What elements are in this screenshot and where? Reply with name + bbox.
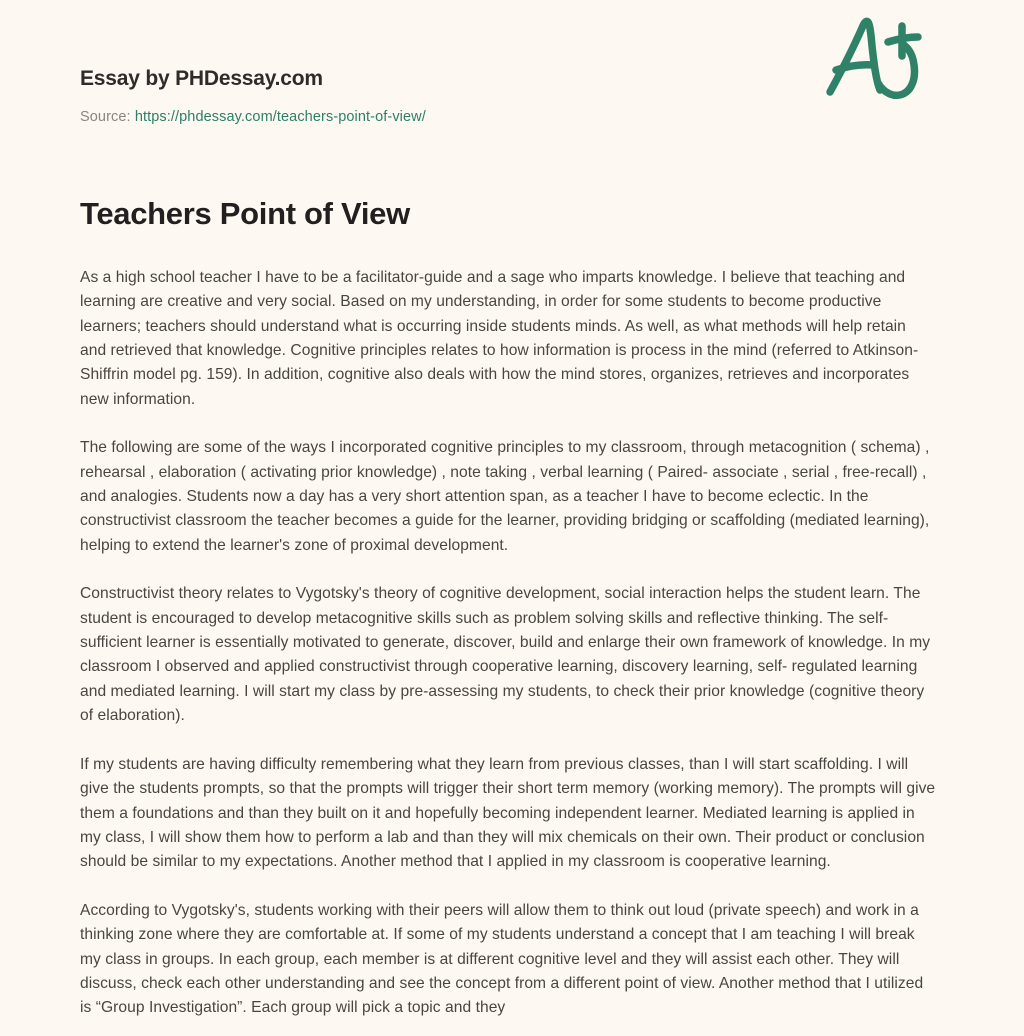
essay-paragraph: As a high school teacher I have to be a facilitator-guide and a sage who imparts knowledge. I believe that teaching and learning are creative and very social. Based on my understanding, in order for some students to become productive learners; teachers should understand what is occurring inside students minds. As well, as what methods will help retain and retrieved that knowledge. Cognitive principles relates to how information is process in the mind (referred to Atkinson-Shiffrin model pg. 159). In addition, cognitive also deals with how the mind stores, organizes, retrieves and incorporates new information. — [80, 268, 919, 408]
essay-paragraph: If my students are having difficulty remembering what they learn from previous classes, than I will start scaffolding. I will give the students prompts, so that the prompts will trigger their short term memory (working memory). The prompts will give them a foundations and than they built on it and hopefully becoming independent learner. Mediated learning is applied in my class, I will show them how to perform a lab and than they will mix chemicals on their own. Their product or conclusion should be similar to my expectations. Another method that I applied in my classroom is cooperative learning. — [80, 755, 936, 871]
page-title: Teachers Point of View — [80, 196, 410, 232]
aplus-logo-icon — [814, 8, 934, 108]
essay-body — [80, 234, 944, 1021]
source-label: Source: — [80, 109, 131, 126]
source-line — [80, 108, 944, 127]
essay-paragraph: Constructivist theory relates to Vygotsky's theory of cognitive development, social interaction helps the student learn. The student is encouraged to develop metacognitive skills such as problem solving skills and reflective thinking. The self-sufficient learner is essentially motivated to generate, discover, build and enlarge their own framework of knowledge. In my classroom I observed and applied constructivist through cooperative learning, discovery learning, self- regulated learning and mediated learning. I will start my class by pre-assessing my students, to check their prior knowledge (cognitive theory of elaboration). — [80, 585, 931, 725]
source-url-link[interactable]: https://phdessay.com/teachers-point-of-view/ — [134, 109, 426, 126]
page-masthead — [80, 0, 944, 127]
brand-title: Essay by PHDessay.com — [80, 67, 323, 90]
essay-paragraph: According to Vygotsky's, students working with their peers will allow them to think out loud (private speech) and work in a thinking zone where they are comfortable at. If some of my students understand a concept that I am teaching I will break my class in groups. In each group, each member is at different cognitive level and they will assist each other. They will discuss, check each other understanding and see the concept from a different point of view. Another method that I utilized is “Group Investigation”. Each group will pick a topic and they — [80, 901, 924, 1017]
essay-paragraph: The following are some of the ways I incorporated cognitive principles to my classroom, through metacognition ( schema) , rehearsal , elaboration ( activating prior knowledge) , note taking , verbal learning ( Paired- associate , serial , free-recall) , and analogies. Students now a day has a very short attention span, as a teacher I have to become eclectic. In the constructivist classroom the teacher becomes a guide for the learner, providing bridging or scaffolding (mediated learning), helping to extend the learner's zone of proximal development. — [80, 439, 930, 554]
